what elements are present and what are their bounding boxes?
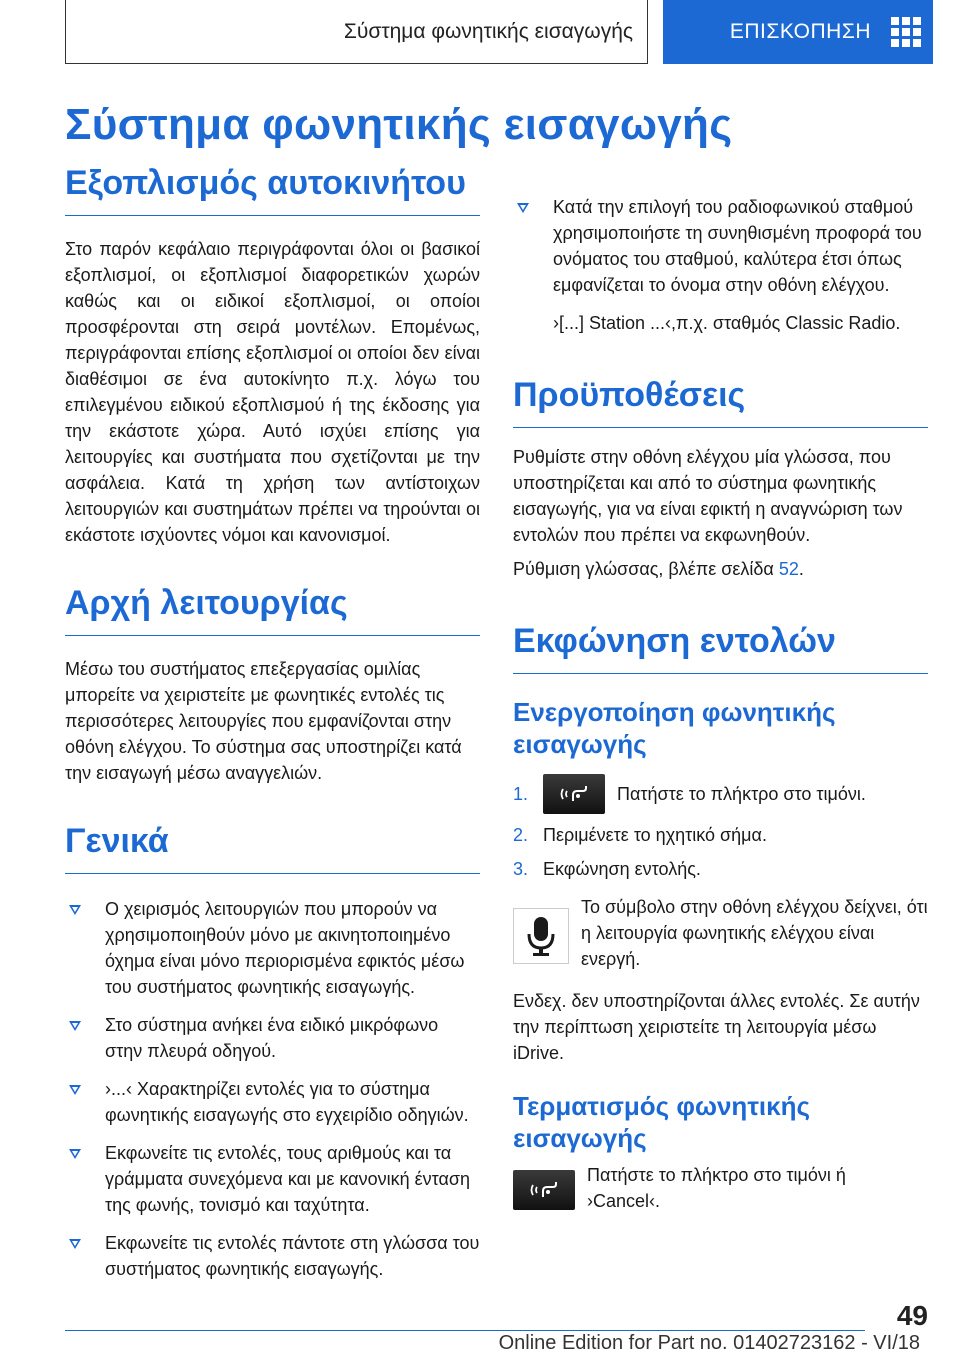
page-title: Σύστημα φωνητικής εισαγωγής [65, 100, 733, 149]
heading-general: Γενικά [65, 822, 480, 874]
triangle-bullet-icon [517, 203, 529, 213]
heading-end-voice: Τερματισμός φωνητικής εισαγωγής [513, 1091, 811, 1153]
heading-commands: Εκφώνηση εντολών [513, 622, 928, 674]
footer-edition: Online Edition for Part no. 01402723162 - VI/18 [498, 1332, 920, 1354]
list-item: Εκφωνείτε τις εντολές πάντοτε στη γλώσσα του συστήματος φωνητικής εισαγωγής. [65, 1230, 480, 1282]
triangle-bullet-icon [69, 905, 81, 915]
voice-command-button-icon [543, 774, 605, 814]
heading-prerequisites: Προϋποθέσεις [513, 376, 928, 428]
overview-nav-button[interactable] [663, 0, 933, 64]
step-item: 1. Πατήστε το πλήκτρο στο τιμόνι. [513, 774, 928, 814]
language-setting-ref: Ρύθμιση γλώσσας, βλέπε σελίδα 52. [513, 559, 804, 579]
heading-activate-voice: Ενεργοποίηση φωνητικής εισαγωγής [513, 697, 836, 759]
triangle-bullet-icon [69, 1085, 81, 1095]
microphone-icon [513, 908, 569, 964]
equipment-text: Στο παρόν κεφάλαιο περιγράφονται όλοι οι βασικοί εξοπλισμοί, οι εξοπλισμοί διαφορετικών χωρών καθώς και οι ειδικοί εξοπλισμοί, οι οποίοι προσφέρονται στη σειρά μοντέλων. Επομένως, περιγράφονται επίσης εξοπλισμοί οι οποίοι δεν είναι διαθέσιμοι σε ένα αυτοκίνητο π.χ. λόγω του επιλεγμένου ειδικού εξοπλισμού ή της έκδοσης για την εκάστοτε χώρα. Αυτό ισχύει επίσης για λειτουργίες και συστήματα που σχετίζονται με την ασφάλεια. Κατά τη χρήση των αντίστοιχων λειτουργιών και συστημάτων πρέπει να τηρούνται οι εκάστοτε ισχύοντες νόμοι και κανονισμοί. [65, 239, 480, 545]
page-number: 49 [896, 1300, 928, 1331]
triangle-bullet-icon [69, 1149, 81, 1159]
end-text: Πατήστε το πλήκτρο στο τιμόνι ή ›Cancel‹. [587, 1165, 846, 1211]
left-column [65, 160, 480, 1294]
list-item: Κατά την επιλογή του ραδιοφωνικού σταθμού χρησιμοποιήστε τη συνηθισμένη προφορά του ονόματος του σταθμού, καλύτερα έτσι όπως εμφανίζεται το όνομα στην οθόνη ελέγχου. [513, 194, 928, 298]
overview-nav-label: ΕΠΙΣΚΟΠΗΣΗ [729, 20, 871, 43]
list-item: Εκφωνείτε τις εντολές, τους αριθμούς και τα γράμματα συνεχόμενα και με κανονική ένταση της φωνής, τονισμό και ταχύτητα. [65, 1140, 480, 1218]
principle-text: Μέσω του συστήματος επεξεργασίας ομιλίας μπορείτε να χειριστείτε με φωνητικές εντολές τις περισσότερες λειτουργίες που εμφανίζονται στην οθόνη ελέγχου. Το σύστημα σας υποστηρίζει κατά την εισαγωγή μέσω αναγγελιών. [65, 659, 462, 783]
footer-divider [65, 1330, 865, 1331]
triangle-bullet-icon [69, 1239, 81, 1249]
heading-principle: Αρχή λειτουργίας [65, 584, 480, 636]
station-example: ›[...] Station ...‹,π.χ. σταθμός Classic Radio. [553, 313, 901, 333]
page-link[interactable]: 52 [778, 559, 799, 579]
end-instruction [513, 1162, 928, 1214]
step-item: 3. Εκφώνηση εντολής. [513, 859, 701, 879]
prerequisites-text: Ρυθμίστε στην οθόνη ελέγχου μία γλώσσα, που υποστηρίζεται και από το σύστημα φωνητικής εισαγωγής, για να είναι εφικτή η αναγνώριση των εντολών που πρέπει να εκφωνηθούν. [513, 447, 903, 545]
list-item: ›...‹ Χαρακτηρίζει εντολές για το σύστημα φωνητικής εισαγωγής στο εγχειρίδιο οδηγιών. [65, 1076, 480, 1128]
symbol-text: Το σύμβολο στην οθόνη ελέγχου δείχνει, ότι η λειτουργία φωνητικής ελέγχου είναι ενεργή. [581, 897, 928, 969]
heading-equipment: Εξοπλισμός αυτοκινήτου [65, 164, 480, 216]
steps-list [513, 774, 928, 882]
grid-menu-icon [891, 17, 921, 47]
triangle-bullet-icon [69, 1021, 81, 1031]
idrive-text: Ενδεχ. δεν υποστηρίζονται άλλες εντολές. Σε αυτήν την περίπτωση χειριστείτε τη λειτουργία μέσω iDrive. [513, 991, 920, 1063]
general-list [65, 896, 480, 1282]
symbol-note [513, 894, 928, 972]
header-section-title: Σύστημα φωνητικής εισαγωγής [343, 19, 633, 43]
voice-command-button-icon [513, 1170, 575, 1210]
step-item: 2. Περιμένετε το ηχητικό σήμα. [513, 825, 767, 845]
right-column [513, 194, 928, 1214]
header-section-title-box [65, 0, 648, 64]
list-item: Ο χειρισμός λειτουργιών που μπορούν να χρησιμοποιηθούν μόνο με ακινητοποιημένο όχημα είναι μόνο περιορισμένα εφικτός μέσω του συστήματος φωνητικής εισαγωγής. [65, 896, 480, 1000]
list-item: Στο σύστημα ανήκει ένα ειδικό μικρόφωνο στην πλευρά οδηγού. [65, 1012, 480, 1064]
station-list [513, 194, 928, 298]
